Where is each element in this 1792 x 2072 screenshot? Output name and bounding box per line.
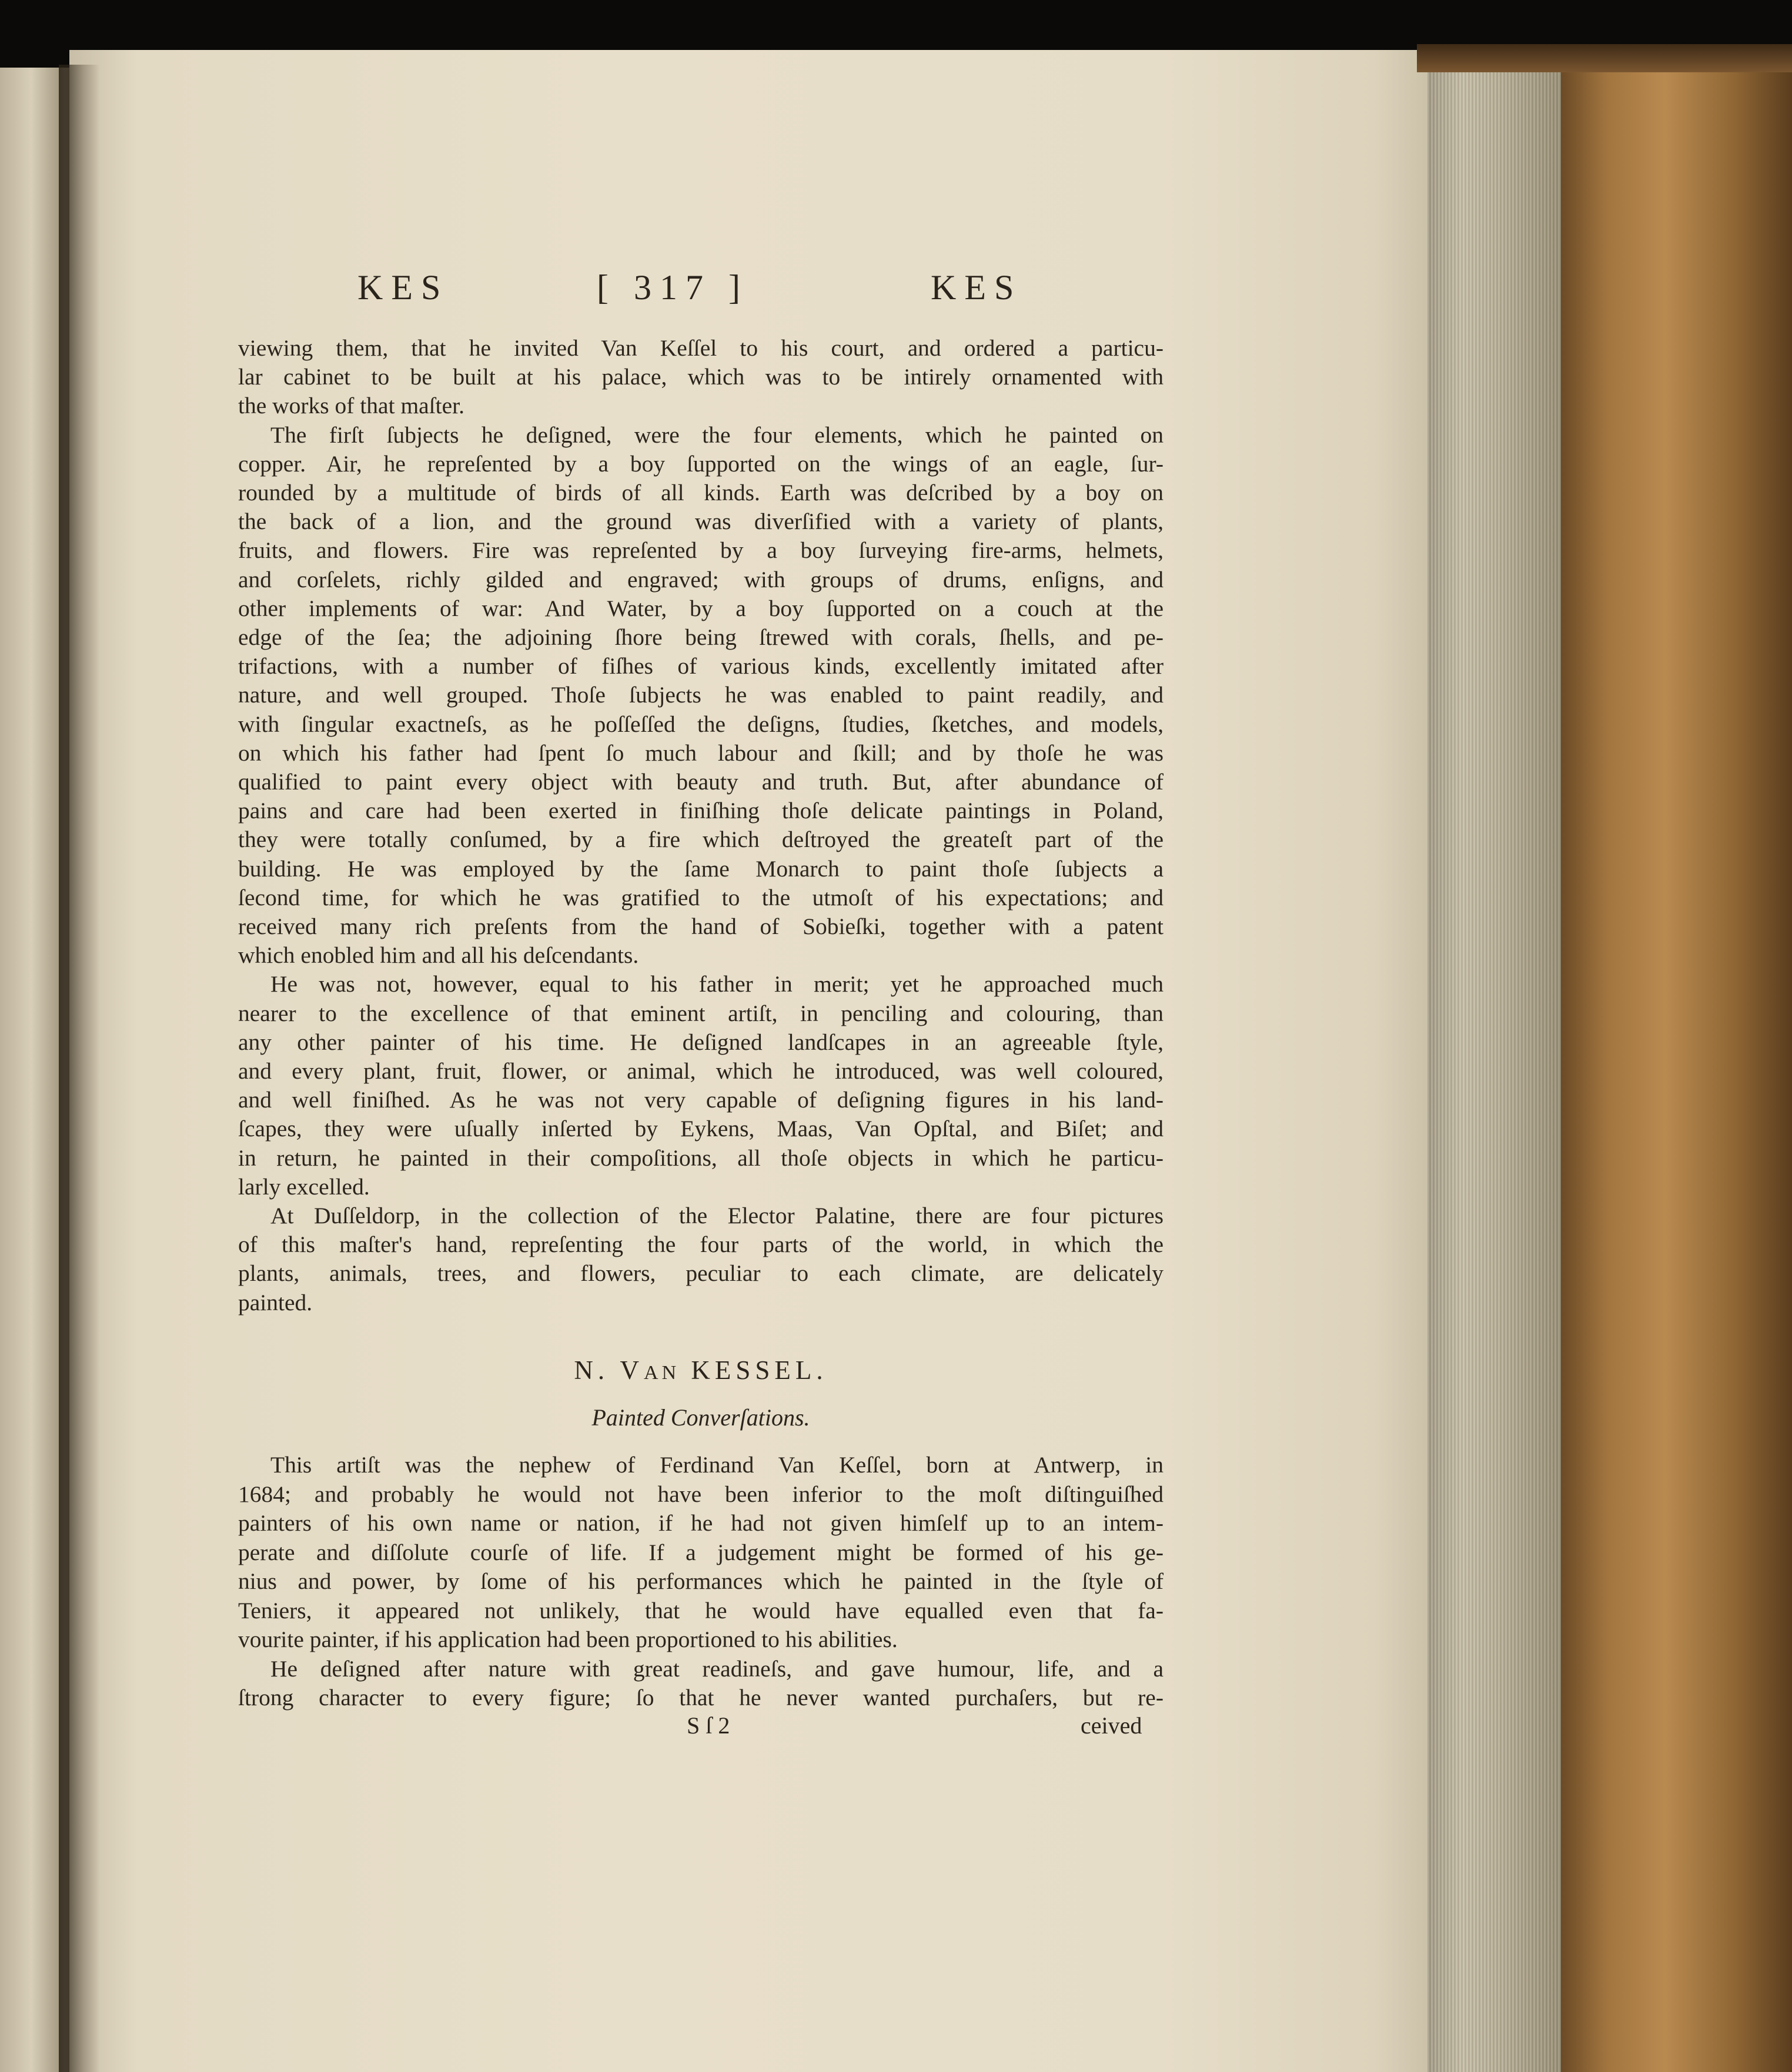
gutter-shadow (59, 65, 100, 2072)
text-line: and well finiſhed. As he was not very capable of deſigning figures in his land- (238, 1087, 1164, 1113)
text-line: copper. Air, he repreſented by a boy ſupported on the wings of an eagle, ſur- (238, 450, 1164, 477)
section-subtitle: Painted Converſations. (591, 1404, 810, 1431)
text-line: nature, and well grouped. Thoſe ſubjects he was enabled to paint readily, and (238, 682, 1164, 708)
text-line: qualified to paint every object with beauty and truth. But, after abundance of (238, 769, 1164, 795)
book-fore-edge (1427, 65, 1564, 2072)
text-line: vourite painter, if his application had been proportioned to his abilities. (238, 1626, 898, 1652)
text-line: viewing them, that he invited Van Keſſel to his court, and ordered a particu- (238, 335, 1164, 361)
text-line: perate and diſſolute courſe of life. If a judgement might be formed of his ge- (238, 1539, 1164, 1565)
text-line: in return, he painted in their compoſitions, all thoſe objects in which he particu- (238, 1144, 1164, 1171)
text-line: with ſingular exactneſs, as he poſſeſſed the deſigns, ſtudies, ſketches, and models, (238, 711, 1164, 737)
text-line: larly excelled. (238, 1173, 370, 1200)
text-line: on which his father had ſpent ſo much labour and ſkill; and by thoſe he was (238, 739, 1164, 766)
text-line: pains and care had been exerted in finiſhing thoſe delicate paintings in Poland, (238, 798, 1164, 824)
text-line: nius and power, by ſome of his performances which he painted in the ſtyle of (238, 1568, 1164, 1594)
running-head-right: KES (931, 268, 1022, 307)
text-line: any other painter of his time. He deſigned landſcapes in an agreeable ſtyle, (238, 1029, 1164, 1055)
section-heading (238, 1355, 1164, 1385)
text-line: building. He was employed by the ſame Monarch to paint thoſe ſubjects a (238, 855, 1164, 882)
page-number: [ 317 ] (597, 268, 748, 307)
text-line: of this maſter's hand, repreſenting the four parts of the world, in which the (238, 1231, 1164, 1258)
text-line: which enobled him and all his deſcendants. (238, 942, 639, 969)
cover-top-edge (1417, 44, 1792, 72)
text-line: lar cabinet to be built at his palace, which was to be intirely ornamented with (238, 364, 1164, 390)
running-head-left: KES (357, 268, 449, 307)
text-line: painters of his own name or nation, if he had not given himſelf up to an intem- (238, 1510, 1164, 1536)
text-line: rounded by a multitude of birds of all kinds. Earth was deſcribed by a boy on (238, 480, 1164, 506)
text-line: ſcapes, they were uſually inſerted by Eykens, Maas, Van Opſtal, and Biſet; and (238, 1116, 1164, 1142)
section-heading-initial: N. V (574, 1355, 644, 1385)
text-line: they were totally conſumed, by a fire which deſtroyed the greateſt part of the (238, 826, 1164, 853)
catchword: ceived (1081, 1712, 1142, 1739)
text-line: the back of a lion, and the ground was diverſified with a variety of plants, (238, 508, 1164, 535)
text-line: and corſelets, richly gilded and engraved; with groups of drums, enſigns, and (238, 566, 1164, 593)
text-line: He was not, however, equal to his father in merit; yet he approached much (270, 971, 1164, 997)
text-line: trifactions, with a number of fiſhes of various kinds, excellently imitated after (238, 653, 1164, 679)
section-heading-rest: KESSEL. (680, 1355, 828, 1385)
text-line: the works of that maſter. (238, 393, 465, 419)
text-line: fruits, and flowers. Fire was repreſented by a boy ſurveying fire-arms, helmets, (238, 537, 1164, 564)
leather-cover (1561, 47, 1792, 2072)
text-line: Teniers, it appeared not unlikely, that he would have equalled even that fa- (238, 1597, 1164, 1624)
text-line: edge of the ſea; the adjoining ſhore being ſtrewed with corals, ſhells, and pe- (238, 624, 1164, 650)
text-line: received many rich preſents from the hand of Sobieſki, together with a patent (238, 913, 1164, 939)
text-line: At Duſſeldorp, in the collection of the Elector Palatine, there are four pictures (270, 1203, 1164, 1229)
text-line: ſecond time, for which he was gratified to the utmoſt of his expectations; and (238, 884, 1164, 911)
text-line: painted. (238, 1289, 313, 1315)
text-line: 1684; and probably he would not have been inferior to the moſt diſtinguiſhed (238, 1481, 1164, 1507)
text-line: The firſt ſubjects he deſigned, were the four elements, which he painted on (270, 421, 1164, 448)
section-heading-smallcaps: AN (644, 1362, 680, 1384)
text-line: plants, animals, trees, and flowers, peculiar to each climate, are delicately (238, 1260, 1164, 1287)
text-line: This artiſt was the nephew of Ferdinand Van Keſſel, born at Antwerp, in (270, 1452, 1164, 1478)
text-line: nearer to the excellence of that eminent artiſt, in penciling and colouring, than (238, 1000, 1164, 1026)
signature-mark: S ſ 2 (687, 1712, 730, 1739)
text-line: and every plant, fruit, flower, or animal, which he introduced, was well coloured, (238, 1058, 1164, 1084)
text-line: ſtrong character to every figure; ſo that he never wanted purchaſers, but re- (238, 1685, 1164, 1711)
text-line: He deſigned after nature with great readineſs, and gave humour, life, and a (270, 1655, 1164, 1682)
text-line: other implements of war: And Water, by a boy ſupported on a couch at the (238, 595, 1164, 621)
